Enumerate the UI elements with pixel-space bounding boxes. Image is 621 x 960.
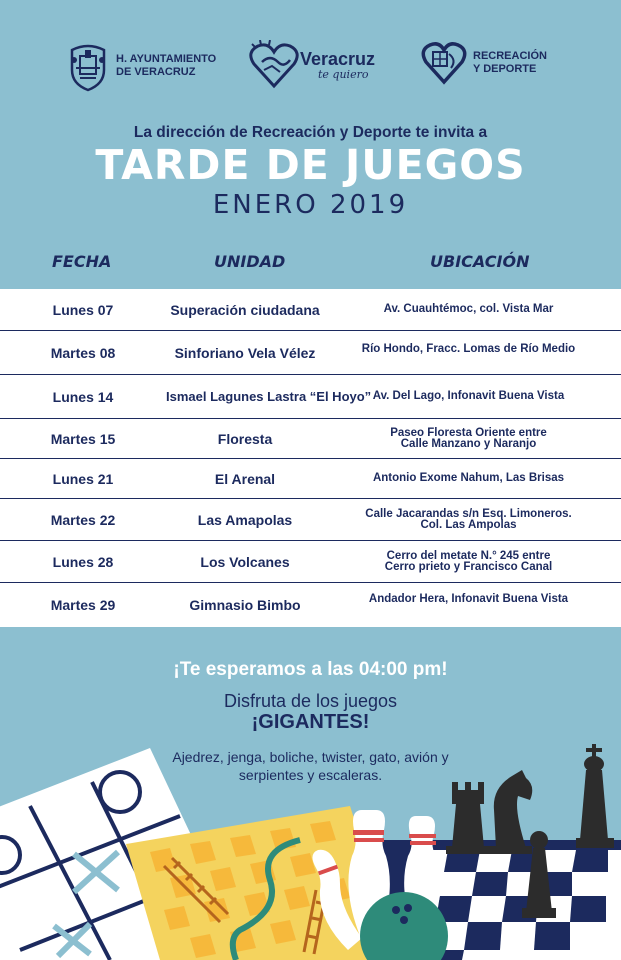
recreacion-line2: Y DEPORTE (473, 63, 537, 75)
table-row (0, 331, 621, 375)
header-fecha: FECHA (52, 252, 112, 271)
row-unidad: Las Amapolas (197, 511, 293, 528)
veracruz-tagline: te quiero (318, 67, 369, 81)
event-month: ENERO 2019 (212, 190, 409, 220)
ubicacion-line: Col. Las Ampolas (420, 518, 517, 531)
ubicacion-line: Calle Jacarandas s/n Esq. Limoneros. (365, 507, 572, 520)
row-ubicacion (324, 509, 621, 531)
recreacion-logo (421, 40, 547, 86)
enjoy-text: Disfruta de los juegos (223, 691, 398, 711)
row-ubicacion (324, 391, 621, 402)
heart-icon (248, 40, 300, 90)
row-fecha: Martes 08 (50, 344, 116, 361)
veracruz-logo (248, 40, 375, 90)
table-row (0, 419, 621, 459)
ubicacion-line: Paseo Floresta Oriente entre (390, 426, 547, 439)
recreacion-line1: RECREACIÓN (473, 50, 547, 62)
row-unidad: Sinforiano Vela Vélez (174, 344, 316, 361)
row-unidad: Superación ciudadana (170, 301, 320, 318)
table-row (0, 459, 621, 499)
ubicacion-line: Av. Del Lago, Infonavit Buena Vista (372, 390, 565, 402)
row-ubicacion (324, 304, 621, 315)
table-row (0, 583, 621, 627)
ayuntamiento-line1: H. AYUNTAMIENTO (116, 53, 217, 65)
heart-icon (421, 40, 467, 86)
invite-text: La dirección de Recreación y Deporte te invita a (133, 124, 488, 141)
giant-text: ¡GIGANTES! (251, 711, 370, 733)
row-ubicacion (324, 583, 621, 605)
coat-of-arms-icon (66, 40, 110, 92)
row-fecha: Martes 22 (50, 511, 116, 528)
row-ubicacion (324, 428, 621, 450)
header-ubicacion: UBICACIÓN (430, 252, 530, 271)
ubicacion-line: Andador Hera, Infonavit Buena Vista (368, 593, 569, 605)
row-fecha: Lunes 21 (52, 470, 114, 487)
games-illustration (0, 740, 621, 960)
header-unidad: UNIDAD (214, 252, 286, 271)
veracruz-name: Veracruz (300, 48, 376, 69)
row-ubicacion (324, 331, 621, 355)
ayuntamiento-logo (66, 40, 216, 92)
row-unidad: Floresta (217, 430, 273, 447)
row-unidad: Ismael Lagunes Lastra “El Hoyo” (166, 389, 372, 404)
table-row (0, 375, 621, 419)
row-fecha: Lunes 07 (52, 301, 114, 318)
schedule-table (0, 289, 621, 627)
ubicacion-line: Av. Cuauhtémoc, col. Vista Mar (383, 303, 554, 315)
ubicacion-line: Cerro prieto y Francisco Canal (384, 560, 553, 573)
games-list: Ajedrez, jenga, boliche, twister, gato, avión y serpientes y escaleras. (172, 749, 449, 783)
wait-time-text: ¡Te esperamos a las 04:00 pm! (173, 659, 448, 680)
ubicacion-line: Antonio Exome Nahum, Las Brisas (372, 472, 565, 484)
table-row (0, 289, 621, 331)
row-unidad: Los Volcanes (200, 553, 290, 570)
row-fecha: Lunes 14 (52, 388, 114, 405)
row-ubicacion (324, 551, 621, 573)
row-fecha: Lunes 28 (52, 553, 114, 570)
ayuntamiento-line2: DE VERACRUZ (116, 66, 196, 78)
row-ubicacion (324, 473, 621, 484)
ubicacion-line: Calle Manzano y Naranjo (400, 437, 537, 450)
row-unidad: El Arenal (214, 470, 276, 487)
event-title: TARDE DE JUEGOS (95, 141, 526, 189)
row-unidad: Gimnasio Bimbo (189, 597, 301, 613)
ubicacion-line: Cerro del metate N.° 245 entre (386, 549, 551, 562)
ubicacion-line: Río Hondo, Fracc. Lomas de Río Medio (361, 343, 576, 355)
table-row (0, 541, 621, 583)
row-fecha: Martes 29 (50, 597, 116, 613)
row-fecha: Martes 15 (50, 430, 116, 447)
table-row (0, 499, 621, 541)
